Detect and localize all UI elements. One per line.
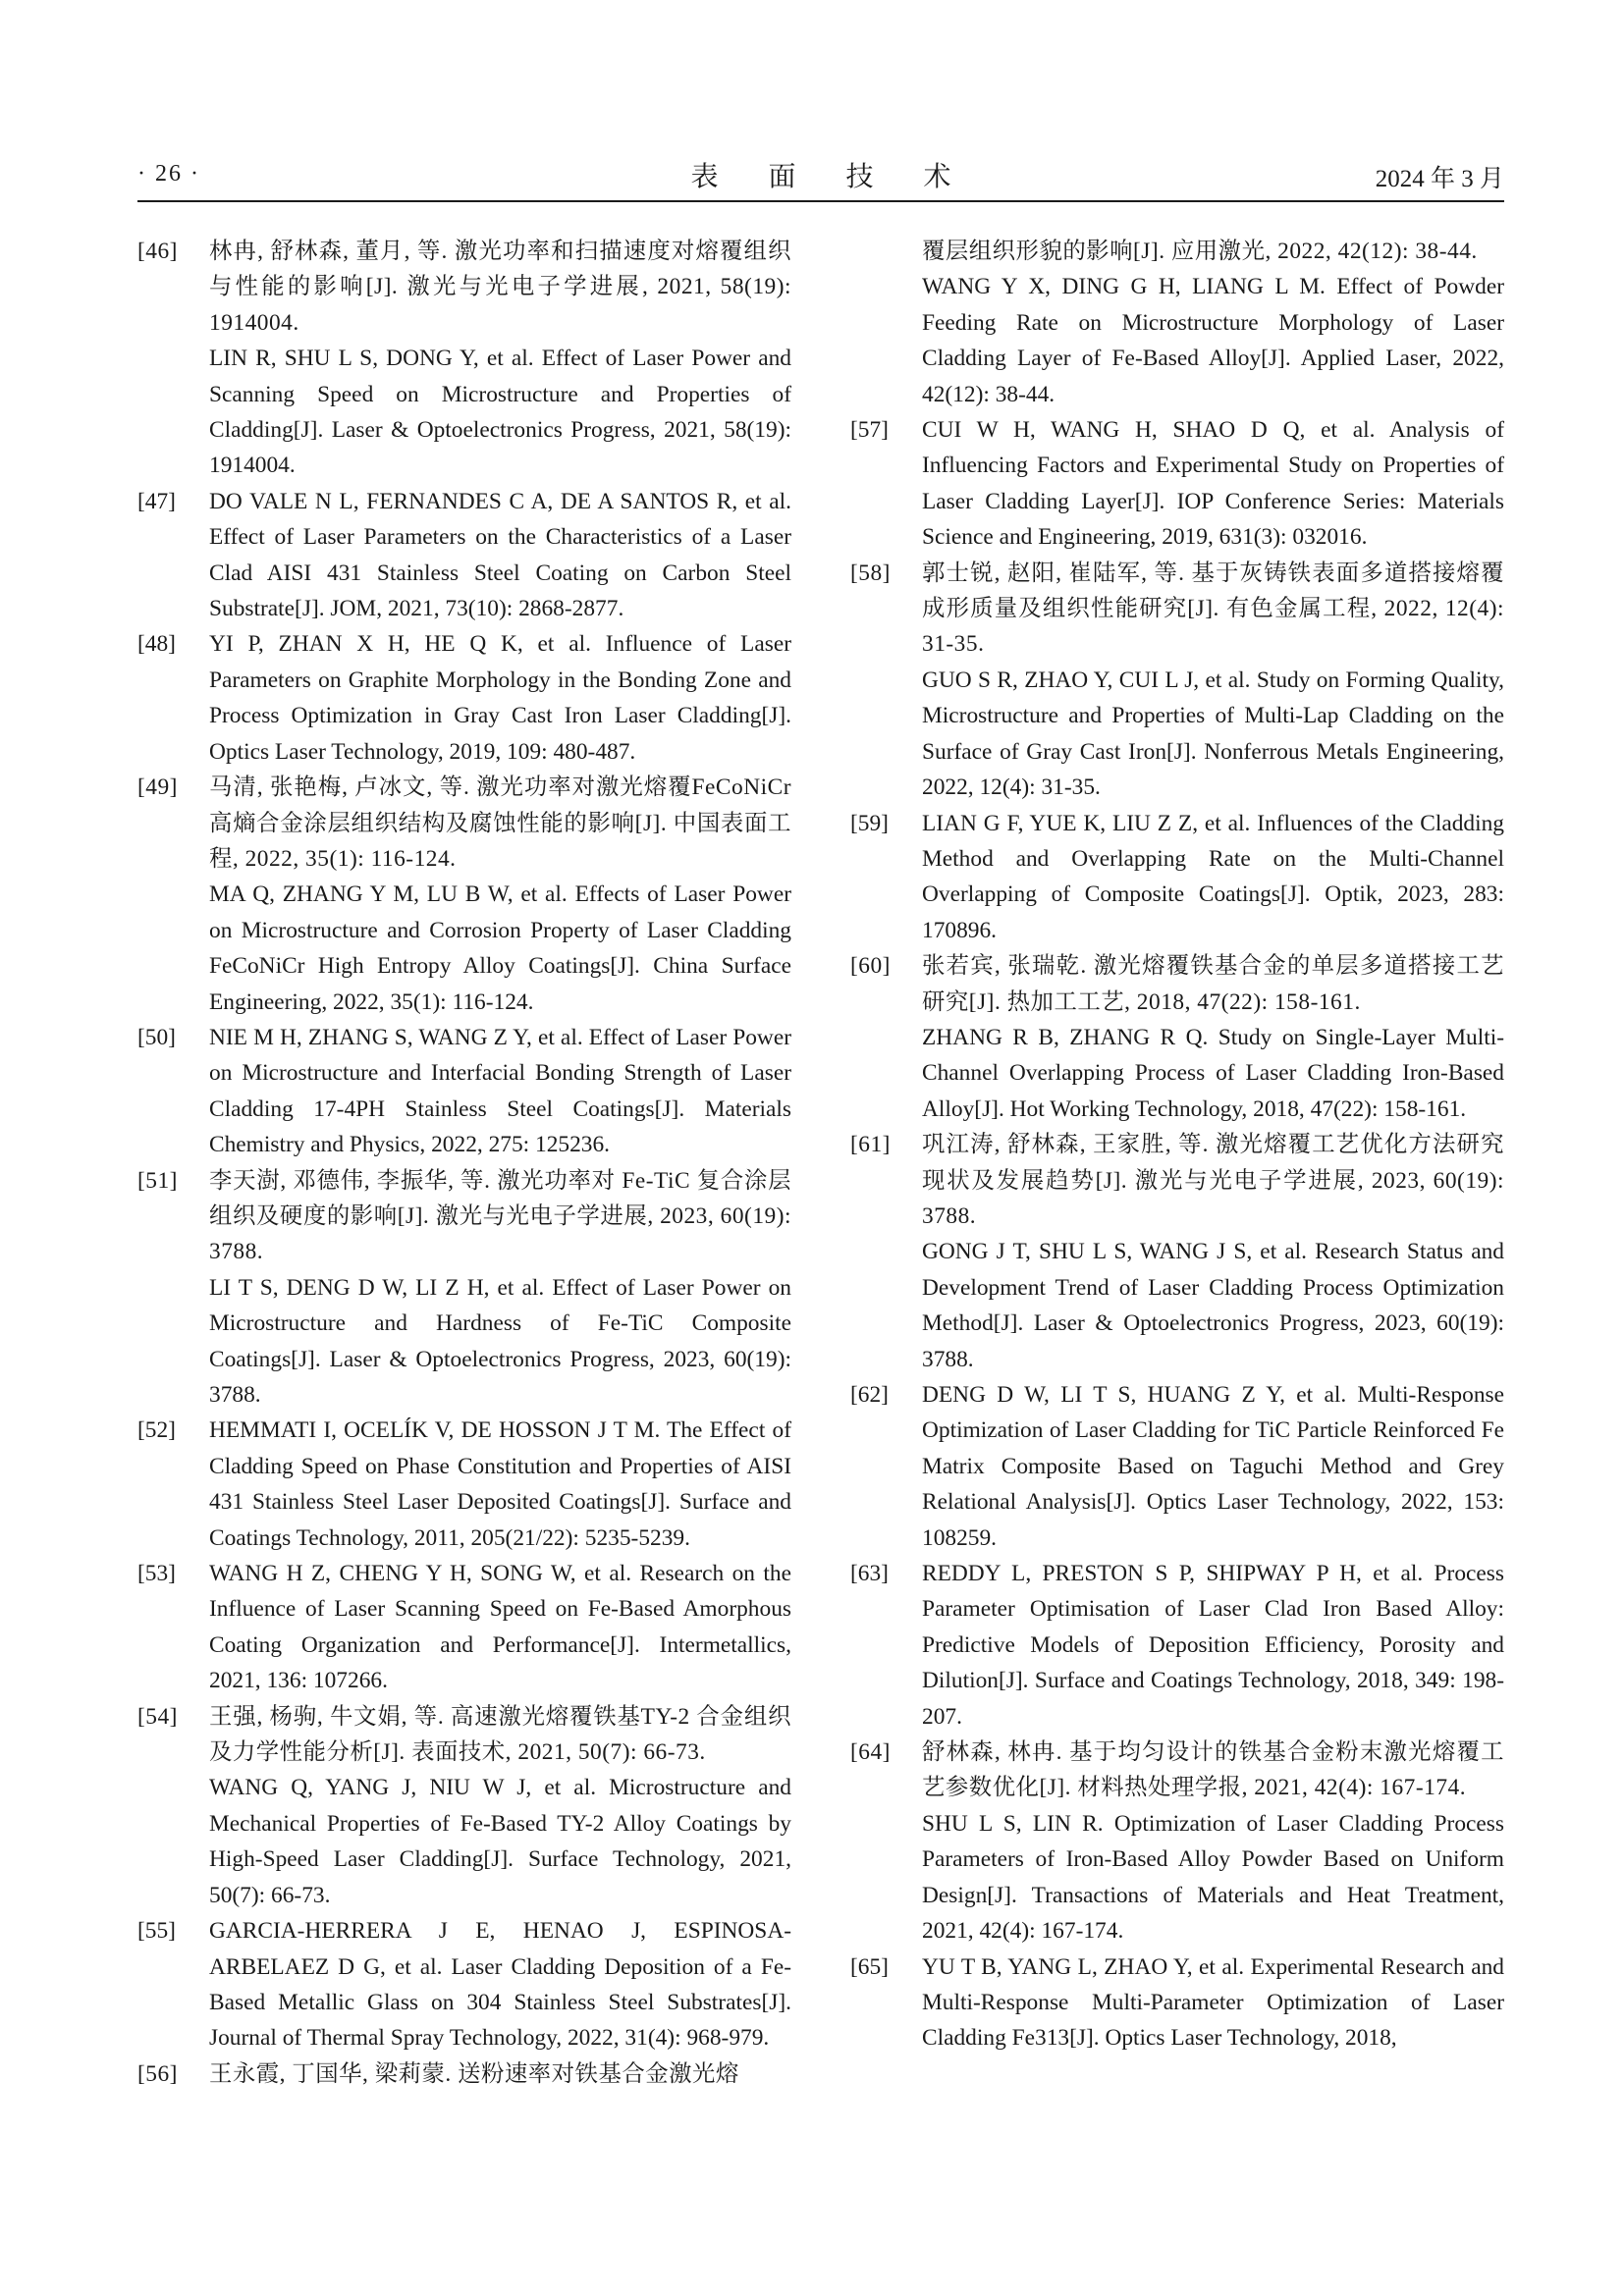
reference-item [850, 556, 1504, 806]
reference-text-english: ZHANG R B, ZHANG R Q. Study on Single-Layer Multi-Channel Overlapping Process of Laser Cladding Iron-Based Alloy[J]. Hot Working Technology, 2018, 47(22): 158-161. [922, 1024, 1504, 1122]
reference-number: [51] [137, 1167, 178, 1194]
reference-item [137, 1020, 791, 1163]
reference-number: [49] [137, 774, 178, 801]
reference-item [850, 948, 1504, 1127]
reference-item [137, 1556, 791, 1699]
references-right-column [850, 234, 1504, 2056]
reference-text-english: DENG D W, LI T S, HUANG Z Y, et al. Multi-Response Optimization of Laser Cladding for TiC Particle Reinforced Fe Matrix Composite Based on Taguchi Method and Grey Relational Analysis[J]. Optics Laser Technology, 2022, 153: 108259. [922, 1382, 1504, 1551]
reference-item [850, 1949, 1504, 2056]
reference-number: [59] [850, 810, 889, 836]
reference-number: [62] [850, 1382, 889, 1408]
reference-text-chinese: 巩江涛, 舒林森, 王家胜, 等. 激光熔覆工艺优化方法研究现状及发展趋势[J]. 激光与光电子学进展, 2023, 60(19): 3788. [922, 1132, 1504, 1229]
reference-item [137, 1413, 791, 1556]
reference-text-chinese: 王永霞, 丁国华, 梁莉蒙. 送粉速率对铁基合金激光熔 [209, 2060, 739, 2087]
header-rule [137, 200, 1504, 202]
reference-item [850, 412, 1504, 556]
reference-text-english: GUO S R, ZHAO Y, CUI L J, et al. Study on Forming Quality, Microstructure and Properties of Multi-Lap Cladding on the Surface of Gray Cast Iron[J]. Nonferrous Metals Engineering, 2022, 12(4): 31-35. [922, 667, 1504, 801]
reference-number: [57] [850, 417, 889, 444]
reference-text-english: YI P, ZHAN X H, HE Q K, et al. Influence of Laser Parameters on Graphite Morphology in the Bonding Zone and Process Optimization in Gray Cast Iron Laser Cladding[J]. Optics Laser Technology, 2019, 109: 480-487. [209, 631, 791, 765]
reference-number: [50] [137, 1024, 176, 1050]
reference-number: [54] [137, 1703, 178, 1730]
issue-date: 2024 年 3 月 [1375, 166, 1504, 192]
reference-number: [53] [137, 1561, 176, 1587]
reference-item [137, 2056, 791, 2092]
reference-item [137, 626, 791, 770]
reference-item [137, 770, 791, 1020]
reference-item [850, 1377, 1504, 1556]
reference-text-english: GARCIA-HERRERA J E, HENAO J, ESPINOSA-ARBELAEZ D G, et al. Laser Cladding Deposition of a Fe-Based Metallic Glass on 304 Stainless Steel Substrates[J]. Journal of Thermal Spray Technology, 2022, 31(4): 968-979. [209, 1918, 791, 2052]
reference-number: [63] [850, 1561, 889, 1587]
reference-number: [48] [137, 631, 176, 658]
reference-text-english: WANG Y X, DING G H, LIANG L M. Effect of Powder Feeding Rate on Microstructure Morphology of Laser Cladding Layer of Fe-Based Alloy[J]. Applied Laser, 2022, 42(12): 38-44. [922, 274, 1504, 407]
reference-text-chinese: 马清, 张艳梅, 卢冰文, 等. 激光功率对激光熔覆FeCoNiCr 高熵合金涂层组织结构及腐蚀性能的影响[J]. 中国表面工程, 2022, 35(1): 116-124. [209, 774, 791, 872]
page-number: · 26 · [137, 161, 200, 187]
reference-text-english: CUI W H, WANG H, SHAO D Q, et al. Analysis of Influencing Factors and Experimental Study on Properties of Laser Cladding Layer[J]. IOP Conference Series: Materials Science and Engineering, 2019, 631(3): 032016. [922, 417, 1504, 551]
reference-number: [52] [137, 1417, 176, 1444]
reference-text-english: GONG J T, SHU L S, WANG J S, et al. Research Status and Development Trend of Laser Cladding Process Optimization Method[J]. Laser & Optoelectronics Progress, 2023, 60(19): 3788. [922, 1239, 1504, 1372]
reference-number: [58] [850, 560, 891, 586]
reference-text-english: DO VALE N L, FERNANDES C A, DE A SANTOS R, et al. Effect of Laser Parameters on the Characteristics of a Laser Clad AISI 431 Stainless Steel Coating on Carbon Steel Substrate[J]. JOM, 2021, 73(10): 2868-2877. [209, 488, 791, 622]
reference-text-english: LI T S, DENG D W, LI Z H, et al. Effect of Laser Power on Microstructure and Hardness of Fe-TiC Composite Coatings[J]. Laser & Optoelectronics Progress, 2023, 60(19): 3788. [209, 1274, 791, 1408]
reference-text-english: LIN R, SHU L S, DONG Y, et al. Effect of Laser Power and Scanning Speed on Microstructure and Properties of Cladding[J]. Laser & Optoelectronics Progress, 2021, 58(19): 1914004. [209, 346, 791, 479]
reference-number: [46] [137, 239, 178, 264]
reference-text-english: REDDY L, PRESTON S P, SHIPWAY P H, et al. Process Parameter Optimisation of Laser Clad Iron Based Alloy: Predictive Models of Deposition Efficiency, Porosity and Dilution[J]. Surface and Coatings Technology, 2018, 349: 198-207. [922, 1561, 1504, 1730]
journal-title: 表 面 技 术 [690, 162, 973, 192]
reference-number: [64] [850, 1739, 891, 1766]
reference-text-english: MA Q, ZHANG Y M, LU B W, et al. Effects of Laser Power on Microstructure and Corrosion Property of Laser Cladding FeCoNiCr High Entropy Alloy Coatings[J]. China Surface Engineering, 2022, 35(1): 116-124. [209, 881, 791, 1015]
reference-text-english: LIAN G F, YUE K, LIU Z Z, et al. Influences of the Cladding Method and Overlapping Rate on the Multi-Channel Overlapping of Composite Coatings[J]. Optik, 2023, 283: 170896. [922, 810, 1504, 943]
reference-number: [47] [137, 488, 176, 514]
reference-item [850, 806, 1504, 949]
reference-text-english: WANG Q, YANG J, NIU W J, et al. Microstructure and Mechanical Properties of Fe-Based TY-2 Alloy Coatings by High-Speed Laser Cladding[J]. Surface Technology, 2021, 50(7): 66-73. [209, 1775, 791, 1908]
reference-text-english: SHU L S, LIN R. Optimization of Laser Cladding Process Parameters of Iron-Based Alloy Powder Based on Uniform Design[J]. Transactions of Materials and Heat Treatment, 2021, 42(4): 167-174. [922, 1810, 1504, 1945]
reference-text-chinese: 林冉, 舒林森, 董月, 等. 激光功率和扫描速度对熔覆组织与性能的影响[J]. 激光与光电子学进展, 2021, 58(19): 1914004. [209, 239, 791, 336]
reference-number: [61] [850, 1132, 891, 1158]
reference-item [850, 1127, 1504, 1377]
reference-number: [55] [137, 1918, 176, 1945]
page-header [137, 155, 1504, 200]
references-left-column [137, 234, 791, 2092]
reference-item [137, 484, 791, 627]
reference-text-english: HEMMATI I, OCELÍK V, DE HOSSON J T M. The Effect of Cladding Speed on Phase Constitution and Properties of AISI 431 Stainless Steel Laser Deposited Coatings[J]. Surface and Coatings Technology, 2011, 205(21/22): 5235-5239. [209, 1417, 791, 1551]
reference-item [137, 234, 791, 484]
reference-item [850, 234, 1504, 412]
reference-number: [56] [137, 2060, 178, 2087]
reference-item [137, 1163, 791, 1414]
reference-item [137, 1913, 791, 2056]
reference-number: [60] [850, 953, 891, 980]
reference-text-chinese: 覆层组织形貌的影响[J]. 应用激光, 2022, 42(12): 38-44. [922, 239, 1478, 264]
reference-item [850, 1556, 1504, 1735]
reference-text-chinese: 王强, 杨驹, 牛文娟, 等. 高速激光熔覆铁基TY-2 合金组织及力学性能分析[J]. 表面技术, 2021, 50(7): 66-73. [209, 1703, 791, 1766]
reference-number: [65] [850, 1953, 889, 1980]
reference-text-chinese: 李天澍, 邓德伟, 李振华, 等. 激光功率对 Fe-TiC 复合涂层组织及硬度的影响[J]. 激光与光电子学进展, 2023, 60(19): 3788. [209, 1167, 791, 1265]
reference-text-chinese: 郭士锐, 赵阳, 崔陆军, 等. 基于灰铸铁表面多道搭接熔覆成形质量及组织性能研究[J]. 有色金属工程, 2022, 12(4): 31-35. [922, 560, 1504, 658]
reference-text-chinese: 舒林森, 林冉. 基于均匀设计的铁基合金粉末激光熔覆工艺参数优化[J]. 材料热处理学报, 2021, 42(4): 167-174. [922, 1739, 1504, 1801]
reference-item [137, 1699, 791, 1913]
reference-item [850, 1735, 1504, 1949]
reference-text-english: NIE M H, ZHANG S, WANG Z Y, et al. Effect of Laser Power on Microstructure and Interfacial Bonding Strength of Laser Cladding 17-4PH Stainless Steel Coatings[J]. Materials Chemistry and Physics, 2022, 275: 125236. [209, 1024, 791, 1158]
reference-text-english: WANG H Z, CHENG Y H, SONG W, et al. Research on the Influence of Laser Scanning Speed on Fe-Based Amorphous Coating Organization and Performance[J]. Intermetallics, 2021, 136: 107266. [209, 1561, 791, 1694]
reference-text-english: YU T B, YANG L, ZHAO Y, et al. Experimental Research and Multi-Response Multi-Parameter Optimization of Laser Cladding Fe313[J]. Optics Laser Technology, 2018, [922, 1953, 1504, 2052]
reference-text-chinese: 张若宾, 张瑞乾. 激光熔覆铁基合金的单层多道搭接工艺研究[J]. 热加工工艺, 2018, 47(22): 158-161. [922, 953, 1504, 1015]
